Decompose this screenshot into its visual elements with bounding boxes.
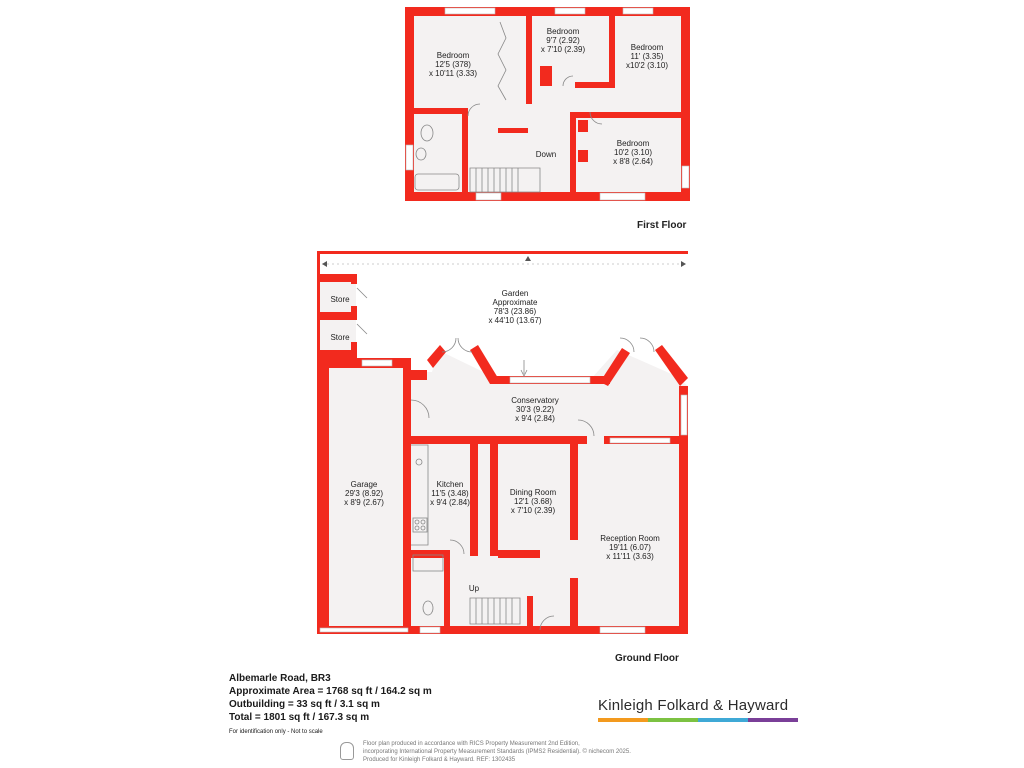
reception-name: Reception Room <box>600 534 660 543</box>
approximate-area: Approximate Area = 1768 sq ft / 164.2 sq m <box>229 686 432 697</box>
kitchen-name: Kitchen <box>436 480 464 489</box>
room-dim: x 10'11 (3.33) <box>428 69 478 78</box>
stair-label: Up <box>468 584 480 593</box>
ground-floor-title: Ground Floor <box>615 653 679 664</box>
store-label: Store <box>330 295 350 304</box>
footer-line: Floor plan produced in accordance with RICS Property Measurement 2nd Edition, <box>363 741 580 747</box>
first-floor-plan <box>405 7 690 231</box>
property-info <box>229 672 432 739</box>
garage-dim: 29'3 (8.92) <box>345 489 383 498</box>
room-name: Bedroom <box>436 51 470 60</box>
room-dim: x 8'8 (2.64) <box>613 157 653 166</box>
kitchen-dim: x 9'4 (2.84) <box>430 498 470 507</box>
room-dim: 9'7 (2.92) <box>546 36 580 45</box>
brand-color-bar <box>598 718 798 722</box>
ground-floor-plan <box>317 251 688 664</box>
room-name: Bedroom <box>616 139 650 148</box>
garage-dim: x 8'9 (2.67) <box>344 498 384 507</box>
reception-dim: 19'11 (6.07) <box>609 543 651 552</box>
garage-name: Garage <box>350 480 378 489</box>
stair-label: Down <box>535 150 557 159</box>
conservatory-dim: x 9'4 (2.84) <box>515 414 555 423</box>
store-label: Store <box>330 333 350 342</box>
brand-name: Kinleigh Folkard & Hayward <box>598 697 789 714</box>
footer-text <box>363 740 723 764</box>
footer-line: incorporating International Property Measurement Standards (IPMS2 Residential). © nichecom 2025. <box>363 749 631 755</box>
conservatory-dim: 30'3 (9.22) <box>516 405 554 414</box>
brand-logo <box>598 697 798 722</box>
dining-dim: x 7'10 (2.39) <box>510 506 556 515</box>
arrow-icon <box>322 256 686 267</box>
dining-dim: 12'1 (3.68) <box>514 497 552 506</box>
room-dim: 10'2 (3.10) <box>614 148 652 157</box>
arrow-icon <box>521 360 527 376</box>
stores <box>320 274 367 358</box>
kitchen-dim: 11'5 (3.48) <box>431 489 469 498</box>
dining-name: Dining Room <box>509 488 557 497</box>
footer-line: Produced for Kinleigh Folkard & Hayward. REF: 1302435 <box>363 757 516 763</box>
room-dim: x10'2 (3.10) <box>626 61 668 70</box>
garden-name: Garden <box>501 289 529 298</box>
room-dim: x 7'10 (2.39) <box>540 45 586 54</box>
room-dim: 11' (3.35) <box>630 52 664 61</box>
outbuilding-area: Outbuilding = 33 sq ft / 3.1 sq m <box>229 699 380 710</box>
garden-dim: x 44'10 (13.67) <box>488 316 542 325</box>
address: Albemarle Road, BR3 <box>229 673 331 684</box>
room-name: Bedroom <box>630 43 664 52</box>
disclaimer: For identification only - Not to scale <box>229 729 323 735</box>
brand-bar-segment <box>748 718 798 722</box>
conservatory-name: Conservatory <box>511 396 559 405</box>
door-swing-icon <box>357 288 367 334</box>
brand-bar-segment <box>598 718 648 722</box>
brand-bar-segment <box>648 718 698 722</box>
garden-sub: Approximate <box>492 298 538 307</box>
total-area: Total = 1801 sq ft / 167.3 sq m <box>229 712 370 723</box>
first-floor-title: First Floor <box>637 220 687 231</box>
garden-dim: 78'3 (23.86) <box>493 307 537 316</box>
room-name: Bedroom <box>546 27 580 36</box>
room-dim: 12'5 (378) <box>435 60 471 69</box>
nichecom-logo-icon <box>340 742 354 760</box>
reception-dim: x 11'11 (3.63) <box>606 552 654 561</box>
brand-bar-segment <box>698 718 748 722</box>
